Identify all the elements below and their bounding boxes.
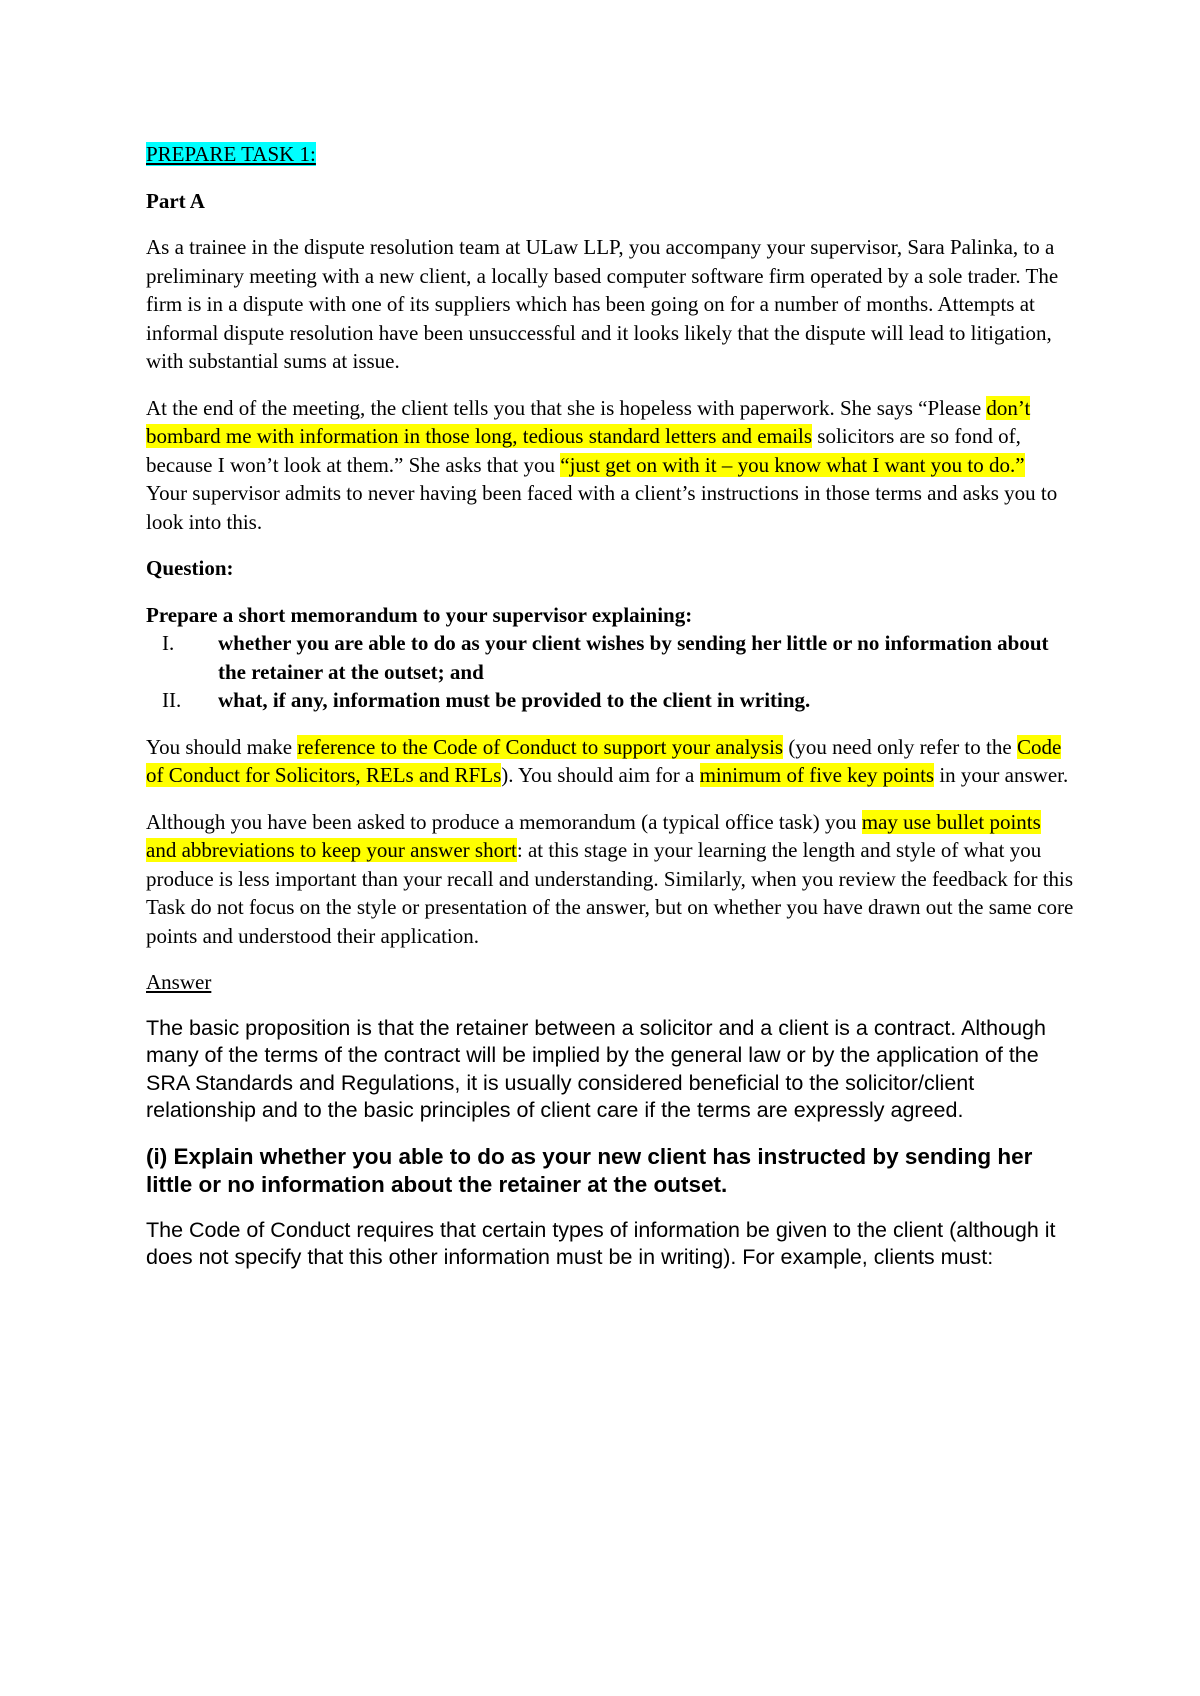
answer-label [146, 968, 1076, 997]
document-body [146, 140, 1076, 1272]
para4-highlight-2: Code of Conduct for Solicitors, RELs and RFLs [146, 734, 1062, 787]
para4-text-4: in your answer. [934, 763, 1069, 787]
para5-text-1: Although you have been asked to produce a memorandum (a typical office task) you [146, 809, 862, 834]
para2-text-2: solicitors are so fond of, because I won’t look at them.” She asks that you [146, 424, 1021, 477]
para2-highlight-1: don’t bombard me with information in those long, tedious standard letters and emails [146, 395, 1031, 448]
answer-paragraph: The basic proposition is that the retainer between a solicitor and a client is a contract. Although many of the terms of the contract will be implied by the general law or by the application of the SRA Standards and Regulations, it is usually considered beneficial to the solicitor/client relationship and to the basic principles of client care if the terms are expressly agreed. [146, 1015, 1046, 1122]
para4-highlight-3: minimum of five key points [699, 763, 935, 787]
prepare-memo-line: Prepare a short memorandum to your supervisor explaining: [146, 602, 693, 627]
task-title [146, 140, 1076, 169]
para2-highlight-2: “just get on with it – you know what I want you to do.” [560, 452, 1025, 477]
answer-subheading: (i) Explain whether you able to do as your new client has instructed by sending her little or no information about the retainer at the outset. [146, 1143, 1033, 1197]
memorandum-format-paragraph [146, 808, 1076, 951]
supervisor-paragraph: Your supervisor admits to never having been faced with a client’s instructions in those terms and asks you to look into this. [146, 481, 1058, 534]
list-item-number: I. [162, 631, 175, 655]
answer-label-text: Answer [146, 970, 212, 994]
list-item-text: what, if any, information must be provided to the client in writing. [218, 688, 811, 712]
intro-paragraph: As a trainee in the dispute resolution team at ULaw LLP, you accompany your supervisor, Sara Palinka, to a preliminary meeting with a new client, a locally based computer software firm operated by a sole trader. The firm is in a dispute with one of its suppliers which has been going on for a number of months. Attempts at informal dispute resolution have been unsuccessful and it looks likely that the dispute will lead to litigation, with substantial sums at issue. [146, 235, 1059, 373]
list-item [146, 686, 1076, 715]
question-label: Question: [146, 556, 234, 580]
part-a-heading: Part A [146, 188, 205, 213]
task-title-text: PREPARE TASK 1: [146, 142, 316, 166]
question-list [146, 629, 1076, 715]
para4-text-3: ). You should aim for a [501, 763, 700, 787]
para5-text-2: : at this stage in your learning the length and style of what you produce is less important than your recall and understanding. Similarly, when you review the feedback for this Task do not focus on the style or presentation of the answer, but on whether you have drawn out the same core points and understood their application. [146, 838, 1074, 948]
final-paragraph: The Code of Conduct requires that certain types of information be given to the client (although it does not specify that this other information must be in writing). For example, clients must: [146, 1217, 1056, 1269]
list-item-number: II. [162, 688, 182, 712]
para2-text-1: At the end of the meeting, the client tells you that she is hopeless with paperwork. She says “Please [146, 395, 987, 420]
list-item-text: whether you are able to do as your client wishes by sending her little or no information about the retainer at the outset; and [218, 631, 1049, 684]
client-instructions-paragraph [146, 394, 1076, 480]
para5-highlight-1: may use bullet points and abbreviations to keep your answer short [146, 809, 1041, 862]
para4-text-2: (you need only refer to the [783, 734, 1017, 759]
list-item [146, 629, 1076, 686]
para4-highlight-1: reference to the Code of Conduct to support your analysis [297, 734, 784, 759]
code-of-conduct-paragraph [146, 733, 1076, 790]
para4-text-1: You should make [146, 734, 298, 759]
